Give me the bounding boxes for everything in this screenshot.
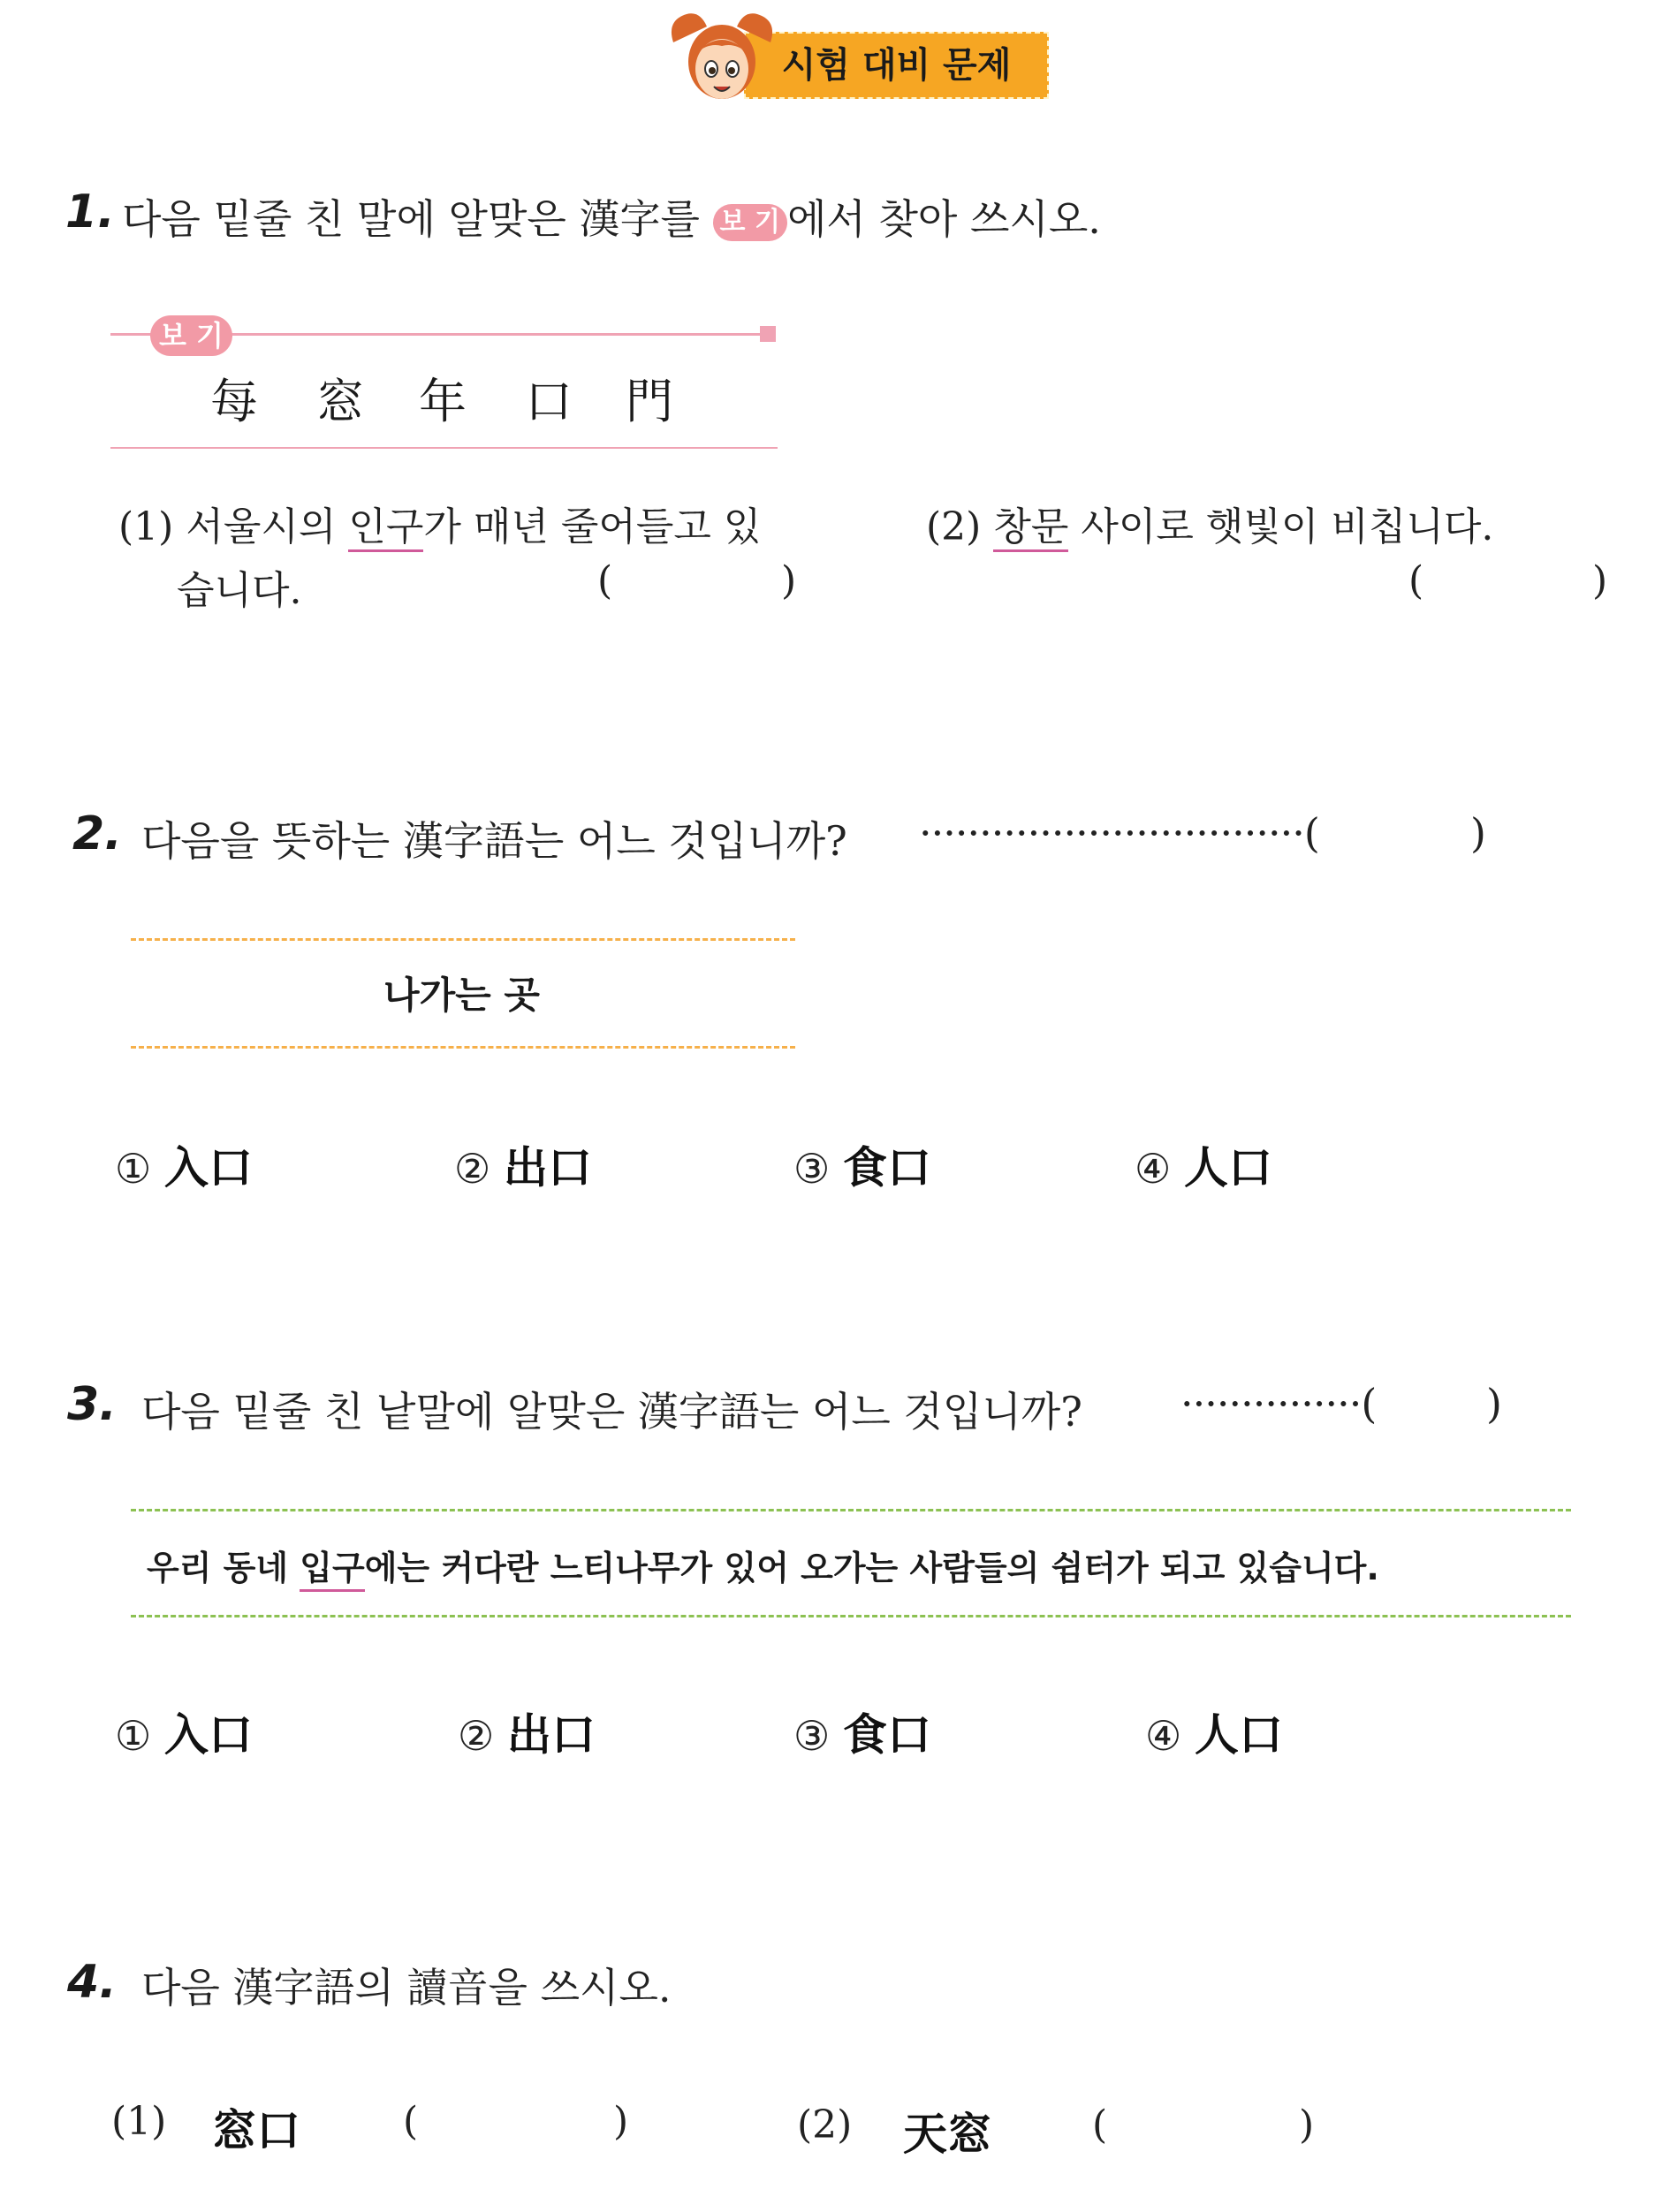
q2-paren-close: ) <box>1470 809 1486 857</box>
q1-instruction <box>122 187 1101 246</box>
q1-item2-paren-open: ( <box>1408 558 1424 603</box>
example-char: 每 <box>210 374 258 429</box>
q3-box-bottom-line <box>131 1615 1571 1617</box>
example-label: 보 기 <box>150 315 232 356</box>
example-char: 口 <box>525 374 573 429</box>
example-char: 門 <box>626 374 673 429</box>
q2-box-text: 나가는 곳 <box>383 973 540 1017</box>
q4-item1-hanja: 窓口 <box>212 2104 300 2156</box>
example-char: 窓 <box>316 374 364 429</box>
q1-item1-paren-close: ) <box>781 558 797 603</box>
q3-option-4[interactable]: ④ 人口 <box>1145 1708 1283 1761</box>
q2-number: 2. <box>72 807 122 860</box>
q3-instruction: 다음 밑줄 친 낱말에 알맞은 漢字語는 어느 것입니까? <box>141 1388 1082 1436</box>
q2-instruction: 다음을 뜻하는 漢字語는 어느 것입니까? <box>141 817 847 865</box>
q1-number: 1. <box>65 186 115 239</box>
q1-text-after: 에서 찾아 쓰시오. <box>786 195 1101 243</box>
q4-item1-num: (1) <box>111 2099 167 2144</box>
q3-dots: ···············( <box>1180 1380 1377 1428</box>
q3-option-3[interactable]: ③ 食口 <box>793 1708 931 1761</box>
q4-item1-paren-open: ( <box>403 2099 419 2144</box>
q1-pill: 보 기 <box>713 204 787 241</box>
q4-number: 4. <box>67 1956 117 2009</box>
girl-mascot-icon <box>664 7 779 106</box>
q3-underlined: 입구 <box>300 1549 364 1592</box>
q2-option-2[interactable]: ② 出口 <box>454 1141 592 1193</box>
q1-item1-underlined: 인구 <box>348 504 423 552</box>
q1-item2-line: (2) 창문 사이로 햇빛이 비칩니다. <box>926 495 1493 551</box>
q4-item2-paren-close: ) <box>1299 2102 1315 2148</box>
q1-text-before: 다음 밑줄 친 말에 알맞은 漢字를 <box>122 195 700 243</box>
q1-item2-paren-close: ) <box>1592 558 1608 603</box>
q2-option-3[interactable]: ③ 食口 <box>793 1141 931 1193</box>
q4-item2-hanja: 天窓 <box>903 2108 991 2160</box>
q1-item2-underlined: 창문 <box>993 504 1068 552</box>
example-bottom-line <box>110 447 778 449</box>
q3-paren-close: ) <box>1486 1380 1502 1428</box>
q4-item1-paren-close: ) <box>613 2099 629 2144</box>
q2-box-top-line <box>131 938 795 941</box>
example-char: 年 <box>419 374 467 429</box>
q3-option-2[interactable]: ② 出口 <box>458 1708 596 1761</box>
q3-sentence: 우리 동네 입구에는 커다란 느티나무가 있어 오가는 사람들의 쉼터가 되고 있습니다. <box>147 1541 1379 1589</box>
q2-dots: ································( <box>919 809 1319 857</box>
header-title: 시험 대비 문제 <box>781 45 1012 86</box>
q1-item1-line1: (1) 서울시의 인구가 매년 줄어들고 있 <box>118 495 761 551</box>
q4-item2-num: (2) <box>797 2102 853 2148</box>
q1-item1-line2: 습니다. <box>177 568 302 613</box>
q2-option-1[interactable]: ① 入口 <box>115 1141 253 1193</box>
example-line-end <box>760 326 776 342</box>
q1-item1-paren-open: ( <box>597 558 613 603</box>
q3-box-top-line <box>131 1509 1571 1511</box>
q3-option-1[interactable]: ① 入口 <box>115 1708 253 1761</box>
q4-instruction: 다음 漢字語의 讀音을 쓰시오. <box>141 1964 672 2011</box>
q2-box-bottom-line <box>131 1046 795 1049</box>
q4-item2-paren-open: ( <box>1092 2102 1108 2148</box>
q3-number: 3. <box>67 1378 117 1431</box>
q2-option-4[interactable]: ④ 人口 <box>1135 1141 1272 1193</box>
